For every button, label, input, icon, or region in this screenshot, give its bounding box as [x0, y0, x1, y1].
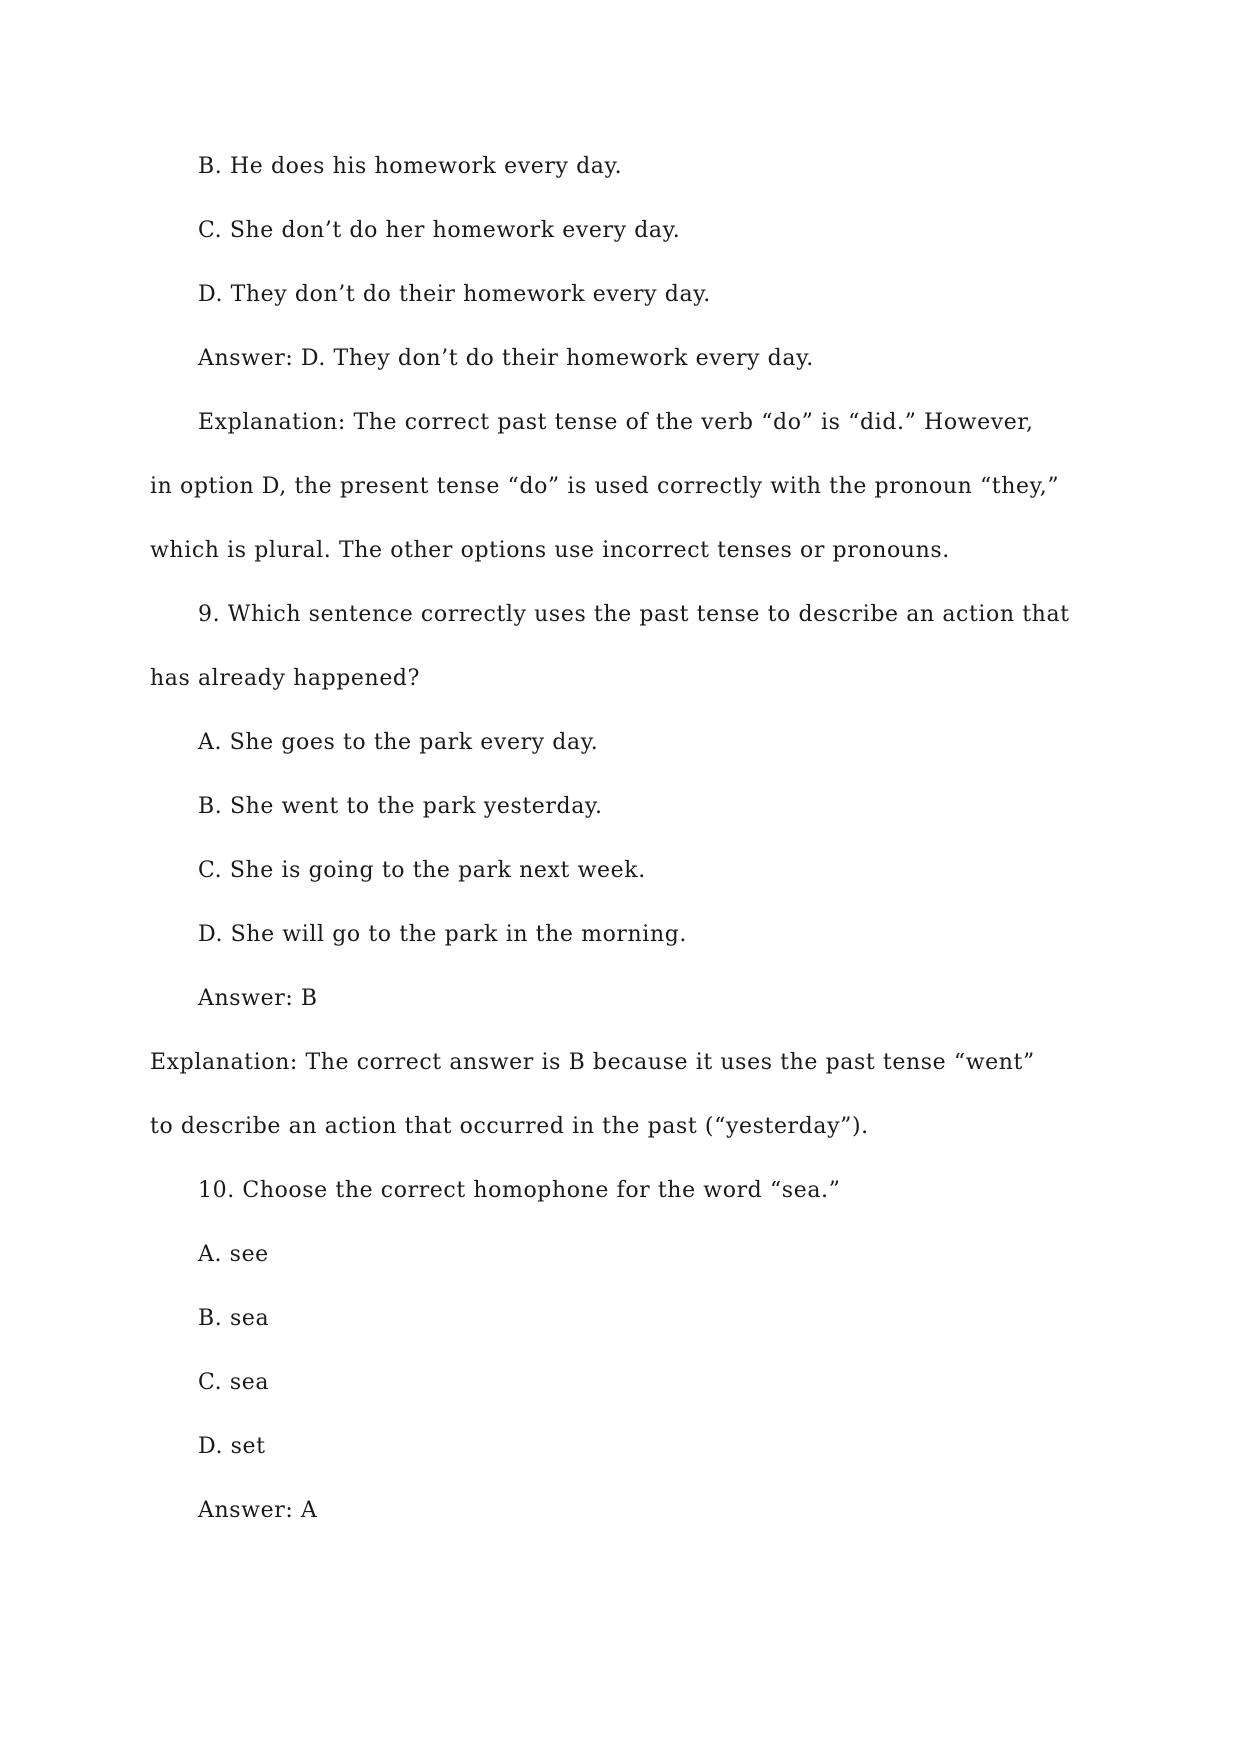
option-b-q8: B. He does his homework every day. — [198, 154, 623, 179]
question-9-line2: has already happened? — [150, 666, 421, 691]
option-c-q9: C. She is going to the park next week. — [198, 858, 646, 883]
explanation-q8-line2: in option D, the present tense “do” is used correctly with the pronoun “they,” — [150, 474, 1060, 499]
option-a-q9: A. She goes to the park every day. — [198, 730, 599, 755]
option-c-q10: C. sea — [198, 1370, 270, 1395]
answer-q9: Answer: B — [198, 986, 318, 1011]
option-b-q10: B. sea — [198, 1306, 270, 1331]
explanation-q9-line2: to describe an action that occurred in the past (“yesterday”). — [150, 1114, 869, 1139]
option-b-q9: B. She went to the park yesterday. — [198, 794, 603, 819]
option-a-q10: A. see — [198, 1242, 269, 1267]
answer-q8: Answer: D. They don’t do their homework every day. — [198, 346, 814, 371]
answer-q10: Answer: A — [198, 1498, 318, 1523]
question-10: 10. Choose the correct homophone for the word “sea.” — [198, 1178, 841, 1203]
option-c-q8: C. She don’t do her homework every day. — [198, 218, 681, 243]
option-d-q8: D. They don’t do their homework every day. — [198, 282, 711, 307]
option-d-q10: D. set — [198, 1434, 266, 1459]
explanation-q8-line3: which is plural. The other options use incorrect tenses or pronouns. — [150, 538, 950, 563]
question-9-line1: 9. Which sentence correctly uses the past tense to describe an action that — [198, 602, 1070, 627]
option-d-q9: D. She will go to the park in the morning. — [198, 922, 687, 947]
explanation-q8-line1: Explanation: The correct past tense of the verb “do” is “did.” However, — [198, 410, 1034, 435]
explanation-q9-line1: Explanation: The correct answer is B because it uses the past tense “went” — [150, 1050, 1035, 1075]
